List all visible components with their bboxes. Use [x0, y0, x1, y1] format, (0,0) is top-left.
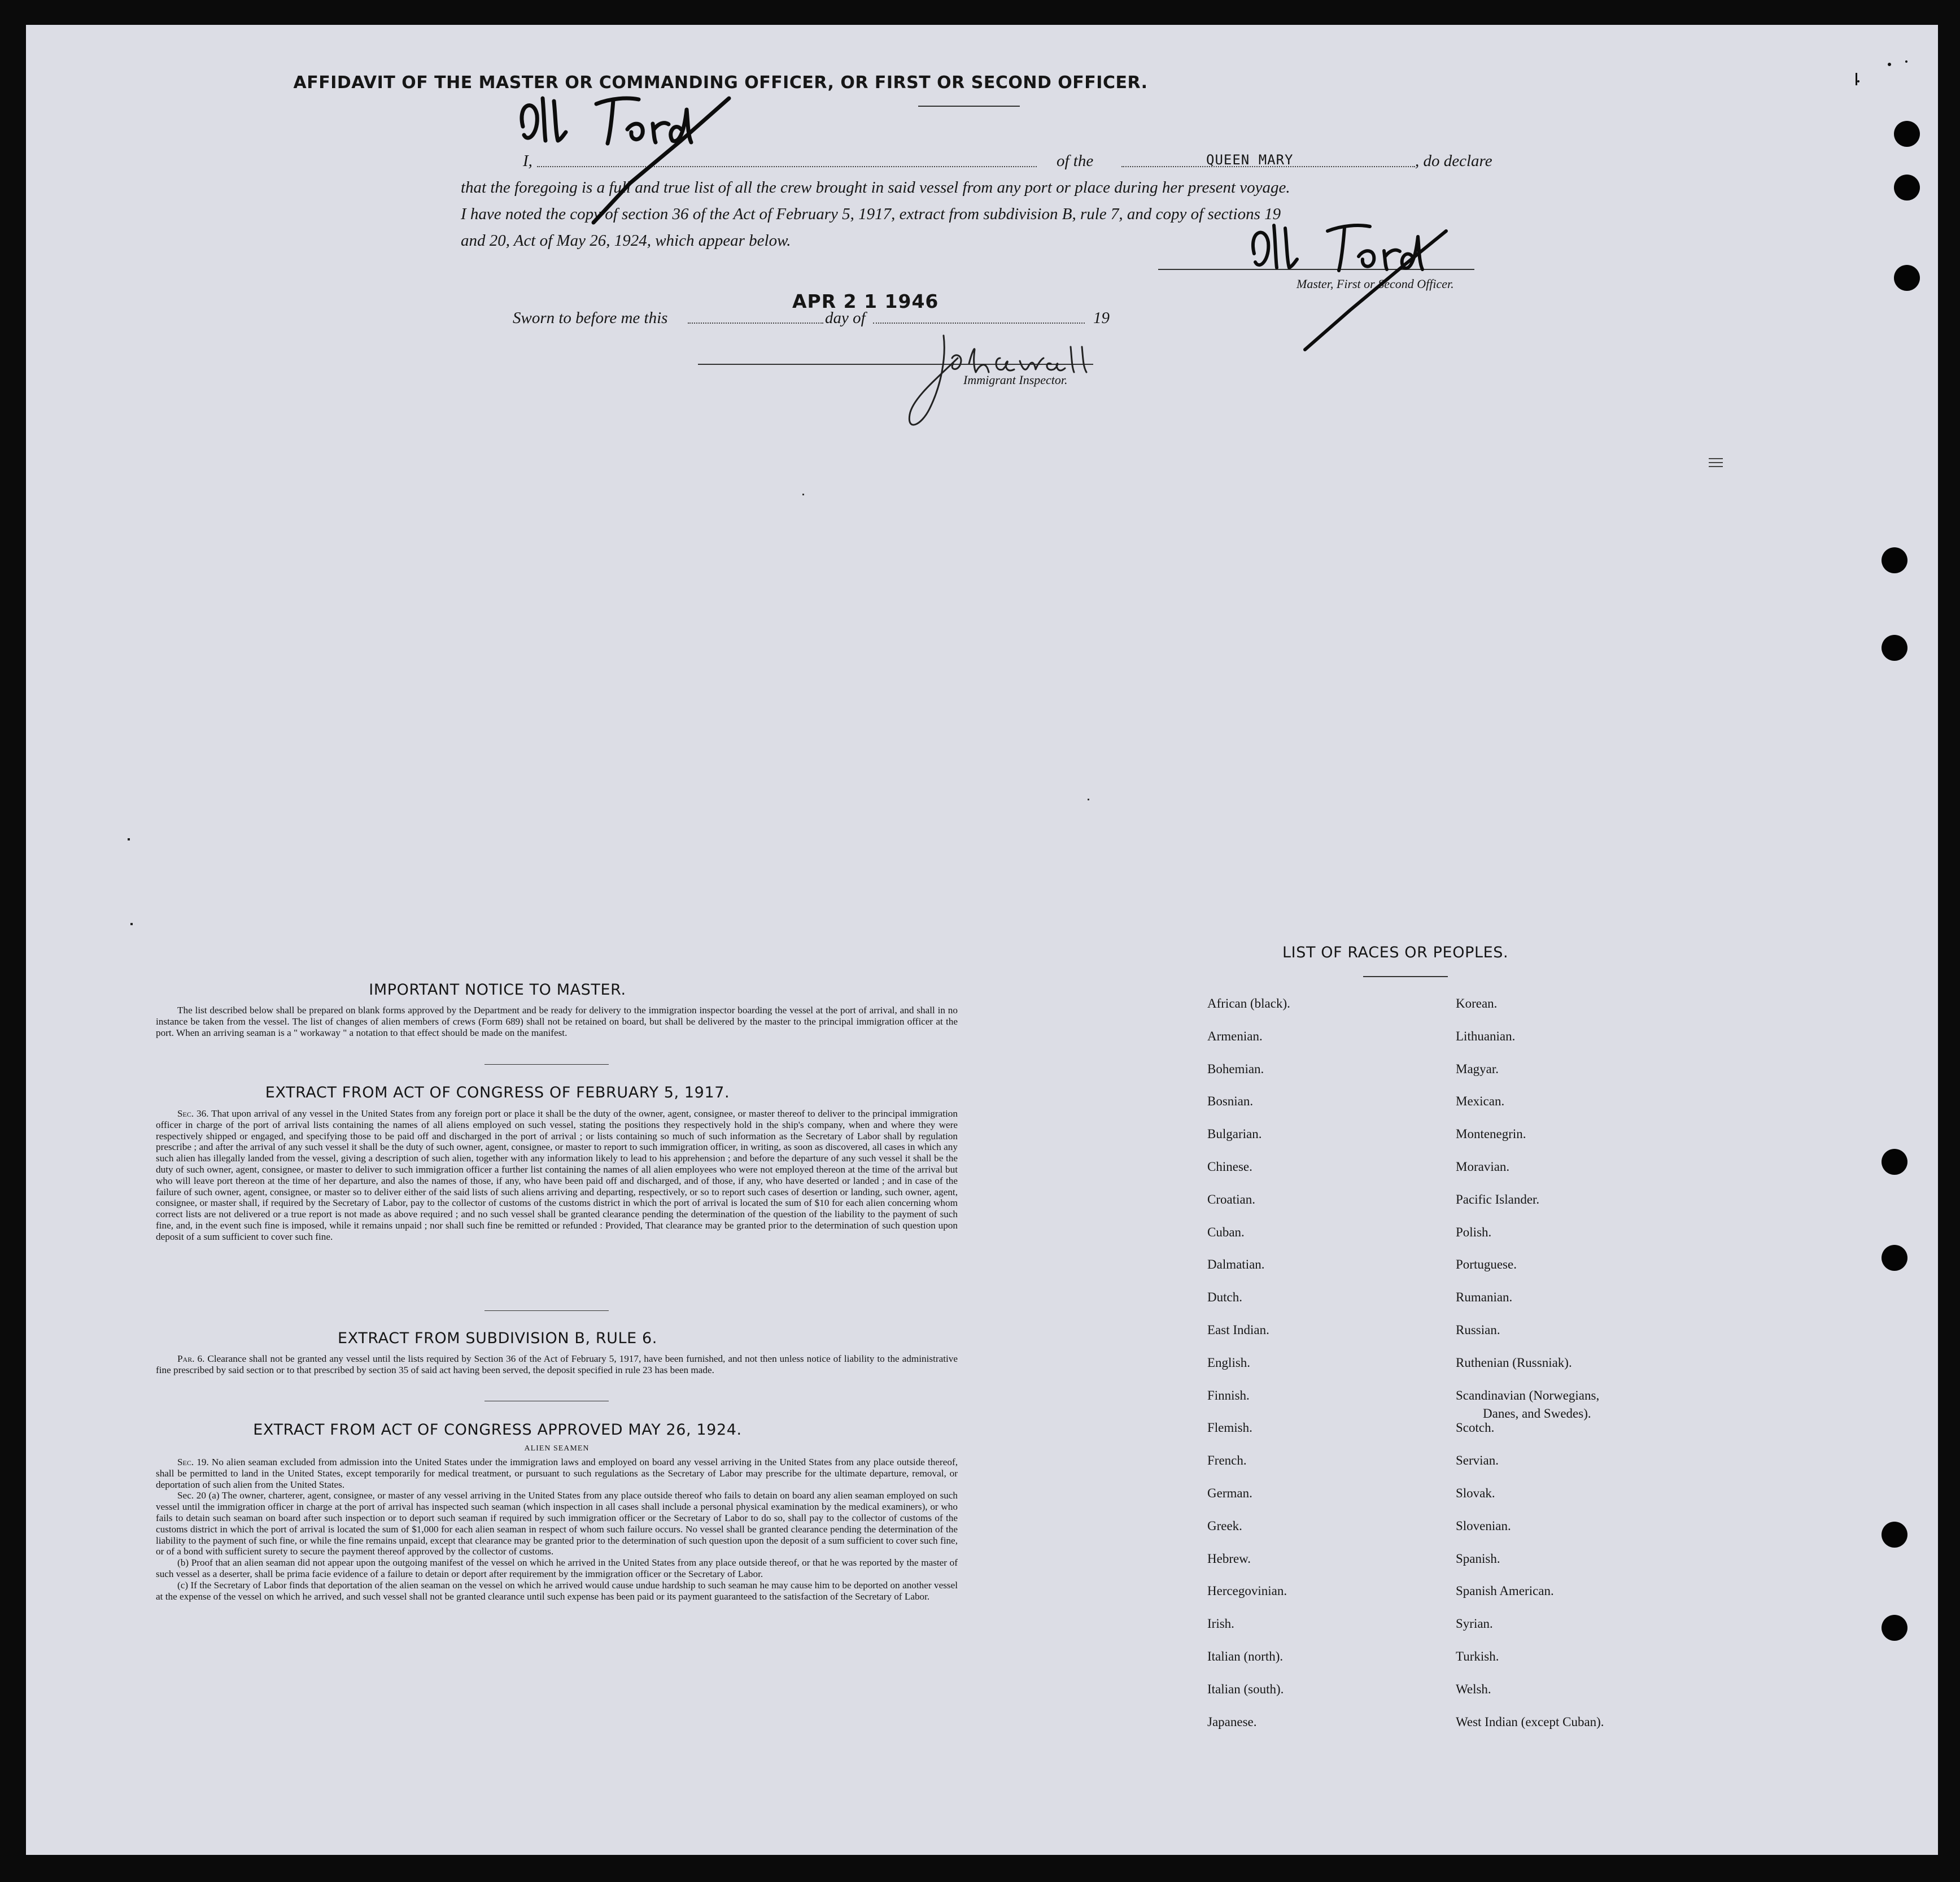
sworn-day-line: [688, 323, 823, 324]
race-item: Dalmatian.: [1207, 1257, 1265, 1272]
race-item: Ruthenian (Russniak).: [1456, 1355, 1572, 1370]
punch-hole: [1894, 121, 1920, 147]
sworn-year-prefix: 19: [1093, 309, 1110, 327]
race-item: Croatian.: [1207, 1192, 1255, 1206]
affidavit-line-2: that the foregoing is a full and true list of all the crew brought in said vessel from any port or place during her present voyage.: [461, 178, 1290, 197]
divider: [484, 1064, 609, 1065]
race-item: Chinese.: [1207, 1160, 1252, 1174]
speck: [130, 923, 133, 925]
speck: [802, 494, 804, 495]
corner-specks: [1856, 59, 1923, 93]
race-item: Syrian.: [1456, 1617, 1493, 1631]
race-item: Pacific Islander.: [1456, 1192, 1540, 1206]
race-item: Slovenian.: [1456, 1518, 1511, 1533]
race-item: Welsh.: [1456, 1681, 1491, 1696]
affidavit-line-4: and 20, Act of May 26, 1924, which appear below.: [461, 232, 791, 250]
race-item: Spanish American.: [1456, 1584, 1554, 1598]
race-item: Dutch.: [1207, 1290, 1242, 1305]
sworn-day-of: day of: [825, 309, 866, 327]
punch-hole: [1894, 175, 1920, 201]
race-item: West Indian (except Cuban).: [1456, 1714, 1604, 1729]
small-mark: [1706, 454, 1728, 471]
race-item: Lithuanian.: [1456, 1029, 1516, 1043]
race-item: Greek.: [1207, 1518, 1242, 1533]
sec20b-paragraph: (b) Proof that an alien seaman did not appear upon the outgoing manifest of the vessel on which he arrived in the United States from any place outside thereof, or that he was reported by the master of such vessel as a deserter, shall be prima facie evidence of a failure to detain or deport after requirement by the immigration officer or the Secretary of Labor.: [156, 1557, 958, 1579]
race-item: Bulgarian.: [1207, 1127, 1262, 1142]
race-item: Servian.: [1456, 1453, 1499, 1468]
speck: [128, 838, 130, 840]
master-signature-graphic-2: [1243, 214, 1480, 361]
sworn-month-line: [873, 323, 1085, 324]
title-underline: [918, 106, 1020, 107]
punch-hole: [1882, 1149, 1907, 1175]
race-item: Flemish.: [1207, 1421, 1252, 1435]
date-stamp: APR 2 1 1946: [792, 290, 939, 312]
affidavit-line-3: I have noted the copy of section 36 of the Act of February 5, 1917, extract from subdivision B, rule 7, and copy of sections 19: [461, 205, 1281, 223]
sec36-label: Sec. 36.: [177, 1108, 209, 1119]
punch-hole: [1882, 1615, 1907, 1641]
divider: [484, 1310, 609, 1311]
par6-text: Clearance shall not be granted any vessel until the lists required by Section 36 of the Act of February 5, 1917, have been furnished, and not then unless notice of liability to the administrative fine prescribed by said section or to that prescribed by section 35 of said act having been served, the deposit specified in rule 23 has been made.: [156, 1353, 958, 1375]
race-item: Rumanian.: [1456, 1290, 1513, 1305]
sec19-label: Sec. 19.: [177, 1457, 209, 1467]
race-item: Turkish.: [1456, 1649, 1499, 1663]
race-item: Magyar.: [1456, 1061, 1499, 1076]
race-item: German.: [1207, 1486, 1252, 1500]
race-item: Italian (south).: [1207, 1681, 1284, 1696]
sec19-paragraph: [156, 1457, 958, 1490]
race-item: Portuguese.: [1456, 1257, 1517, 1272]
extract-rule6-title: EXTRACT FROM SUBDIVISION B, RULE 6.: [338, 1330, 657, 1347]
affidavit-title: AFFIDAVIT OF THE MASTER OR COMMANDING OFFICER, OR FIRST OR SECOND OFFICER.: [293, 73, 1148, 93]
par6-label: Par. 6.: [177, 1353, 205, 1364]
notice-body: The list described below shall be prepared on blank forms approved by the Department and be ready for delivery to the immigration inspector boarding the vessel at the port of arrival, and shall in no instance be taken from the vessel. The list of changes of alien members of crews (Form 689) shall not be retained on board, but shall be delivered by the master to the principal immigration officer at the port. When an arriving seaman is a " workaway " a notation to that effect should be made on the manifest.: [156, 1005, 958, 1038]
vessel-name: QUEEN MARY: [1206, 152, 1294, 168]
speck: [1088, 799, 1089, 800]
race-item: Bohemian.: [1207, 1061, 1264, 1076]
race-item: Japanese.: [1207, 1714, 1257, 1729]
master-caption: Master, First or Second Officer.: [1297, 277, 1454, 291]
race-item: Mexican.: [1456, 1094, 1505, 1109]
race-item: Spanish.: [1456, 1551, 1500, 1566]
race-item: Bosnian.: [1207, 1094, 1254, 1109]
race-item: Finnish.: [1207, 1388, 1250, 1402]
race-item: East Indian.: [1207, 1323, 1269, 1337]
races-title: LIST OF RACES OR PEOPLES.: [1282, 944, 1509, 961]
race-item: Hebrew.: [1207, 1551, 1251, 1566]
race-item: Italian (north).: [1207, 1649, 1284, 1663]
alien-seamen-subtitle: ALIEN SEAMEN: [524, 1444, 590, 1453]
race-item: English.: [1207, 1355, 1251, 1370]
race-item: Montenegrin.: [1456, 1127, 1526, 1142]
affidavit-i-prefix: I,: [523, 152, 532, 170]
document-page: [26, 25, 1938, 1855]
sec20c-paragraph: (c) If the Secretary of Labor finds that deportation of the alien seaman on the vessel on which he arrived would cause undue hardship to such seaman he may cause him to be deported on another vessel at the expense of the vessel on which he arrived, and such vessel shall not be granted clearance until such expense has been paid or its payment guaranteed to the satisfaction of the Secretary of Labor.: [156, 1579, 958, 1602]
inspector-caption: Immigrant Inspector.: [963, 373, 1068, 387]
extract-1917-title: EXTRACT FROM ACT OF CONGRESS OF FEBRUARY 5, 1917.: [265, 1084, 730, 1101]
master-signature-graphic-1: [512, 87, 749, 234]
extract-1924-title: EXTRACT FROM ACT OF CONGRESS APPROVED MAY 26, 1924.: [253, 1421, 742, 1439]
punch-hole: [1882, 1522, 1907, 1548]
punch-hole: [1882, 1245, 1907, 1271]
punch-hole: [1882, 635, 1907, 661]
sec36-text: That upon arrival of any vessel in the United States from any foreign port or place it shall be the duty of the owner, agent, consignee, or master thereof to deliver to the principal immigration officer in charge of the port of arrival lists containing the names of all aliens employed on such vessel, stating the positions they respectively hold in the ship's company, when and where they were respectively shipped or engaged, and specifying those to be paid off and discharged in the port of arrival ; or lists containing so much of such information as the Secretary of Labor shall by regulation prescribe ; and after the arrival of any such vessel it shall be the duty of such owner, agent, consignee, or master to report to such immigration officer, in writing, as soon as discovered, all cases in which any such alien has illegally landed from the vessel, giving a description of such alien, together with any information likely to lead to his apprehension ; and before the departure of any such vessel it shall be the duty of such owner, agent, consignee, or master to deliver to such immigration officer a further list containing the names of all alien employees who were not employed thereon at the time of the arrival but who will leave port thereon at the time of her departure, and also the names of those, if any, who have been paid off and discharged, and of those, if any, who have deserted or landed ; and in case of the failure of such owner, agent, consignee, or master so to deliver either of the said lists of such aliens arriving and departing, respectively, or so to report such cases of desertion or landing, such owner, agent, consignee, or master shall, if required by the Secretary of Labor, pay to the collector of customs of the customs district in which the port of arrival is located the sum of $10 for each alien concerning whom correct lists are not delivered or a true report is not made as above required ; and no such vessel shall be granted clearance pending the determination of the question of the liability to the payment of such fine, and, in the event such fine is imposed, while it remains unpaid ; nor shall such fine be remitted or refunded : Provided, That clearance may be granted prior to the determination of such question upon deposit of a sum sufficient to cover such fine.: [156, 1108, 958, 1242]
race-item: Polish.: [1456, 1225, 1492, 1239]
extract-rule6-body: [156, 1353, 958, 1376]
extract-1917-body: [156, 1108, 958, 1243]
race-item: Scotch.: [1456, 1421, 1495, 1435]
race-item: Korean.: [1456, 996, 1498, 1010]
punch-hole: [1882, 547, 1907, 573]
notice-title: IMPORTANT NOTICE TO MASTER.: [369, 981, 626, 999]
sworn-prefix: Sworn to before me this: [513, 309, 668, 327]
race-item: African (black).: [1207, 996, 1290, 1010]
race-item: Russian.: [1456, 1323, 1500, 1337]
affidavit-do-declare: , do declare: [1415, 152, 1492, 170]
race-item: Irish.: [1207, 1617, 1234, 1631]
race-item: French.: [1207, 1453, 1247, 1468]
extract-1924-body: [156, 1457, 958, 1602]
sec20a-paragraph: Sec. 20 (a) The owner, charterer, agent, consignee, or master of any vessel arriving in the United States from any place outside thereof who fails to detain on board any alien seaman employed on such vessel until the immigration officer in charge at the port of arrival has inspected such seaman (which inspection in all cases shall include a personal physical examination by the medical examiners), or who fails to detain such seaman on board after such inspection or to deport such seaman if required by such immigration officer or the Secretary of Labor to do so, shall pay to the collector of customs of the customs district in which the port of arrival is located the sum of $1,000 for each alien seaman in respect of whom such failure occurs. No vessel shall be granted clearance pending the determination of the liability to the payment of such fine, or while the fine remains unpaid, except that clearance may be granted prior to the determination of such question upon the deposit of a sum sufficient to cover such fine, or of a bond with sufficient surety to secure the payment thereof approved by the collector of customs.: [156, 1490, 958, 1557]
races-title-underline: [1363, 976, 1448, 977]
affidavit-of-the: of the: [1057, 152, 1094, 170]
race-item: Cuban.: [1207, 1225, 1245, 1239]
inspector-signature-graphic: [890, 324, 1138, 437]
race-item-continuation: Danes, and Swedes).: [1483, 1406, 1591, 1421]
race-item: Slovak.: [1456, 1486, 1495, 1500]
race-item: Scandinavian (Norwegians,: [1456, 1388, 1600, 1402]
race-item: Moravian.: [1456, 1160, 1510, 1174]
race-item: Armenian.: [1207, 1029, 1263, 1043]
punch-hole: [1894, 265, 1920, 291]
sec19-text: No alien seaman excluded from admission into the United States under the immigration laws and employed on board any vessel arriving in the United States from any place outside thereof, shall be permitted to land in the United States, except temporarily for medical treatment, or pursuant to such regulations as the Secretary of Labor may prescribe for the ultimate departure, removal, or deportation of such alien from the United States.: [156, 1457, 958, 1490]
race-item: Hercegovinian.: [1207, 1584, 1287, 1598]
